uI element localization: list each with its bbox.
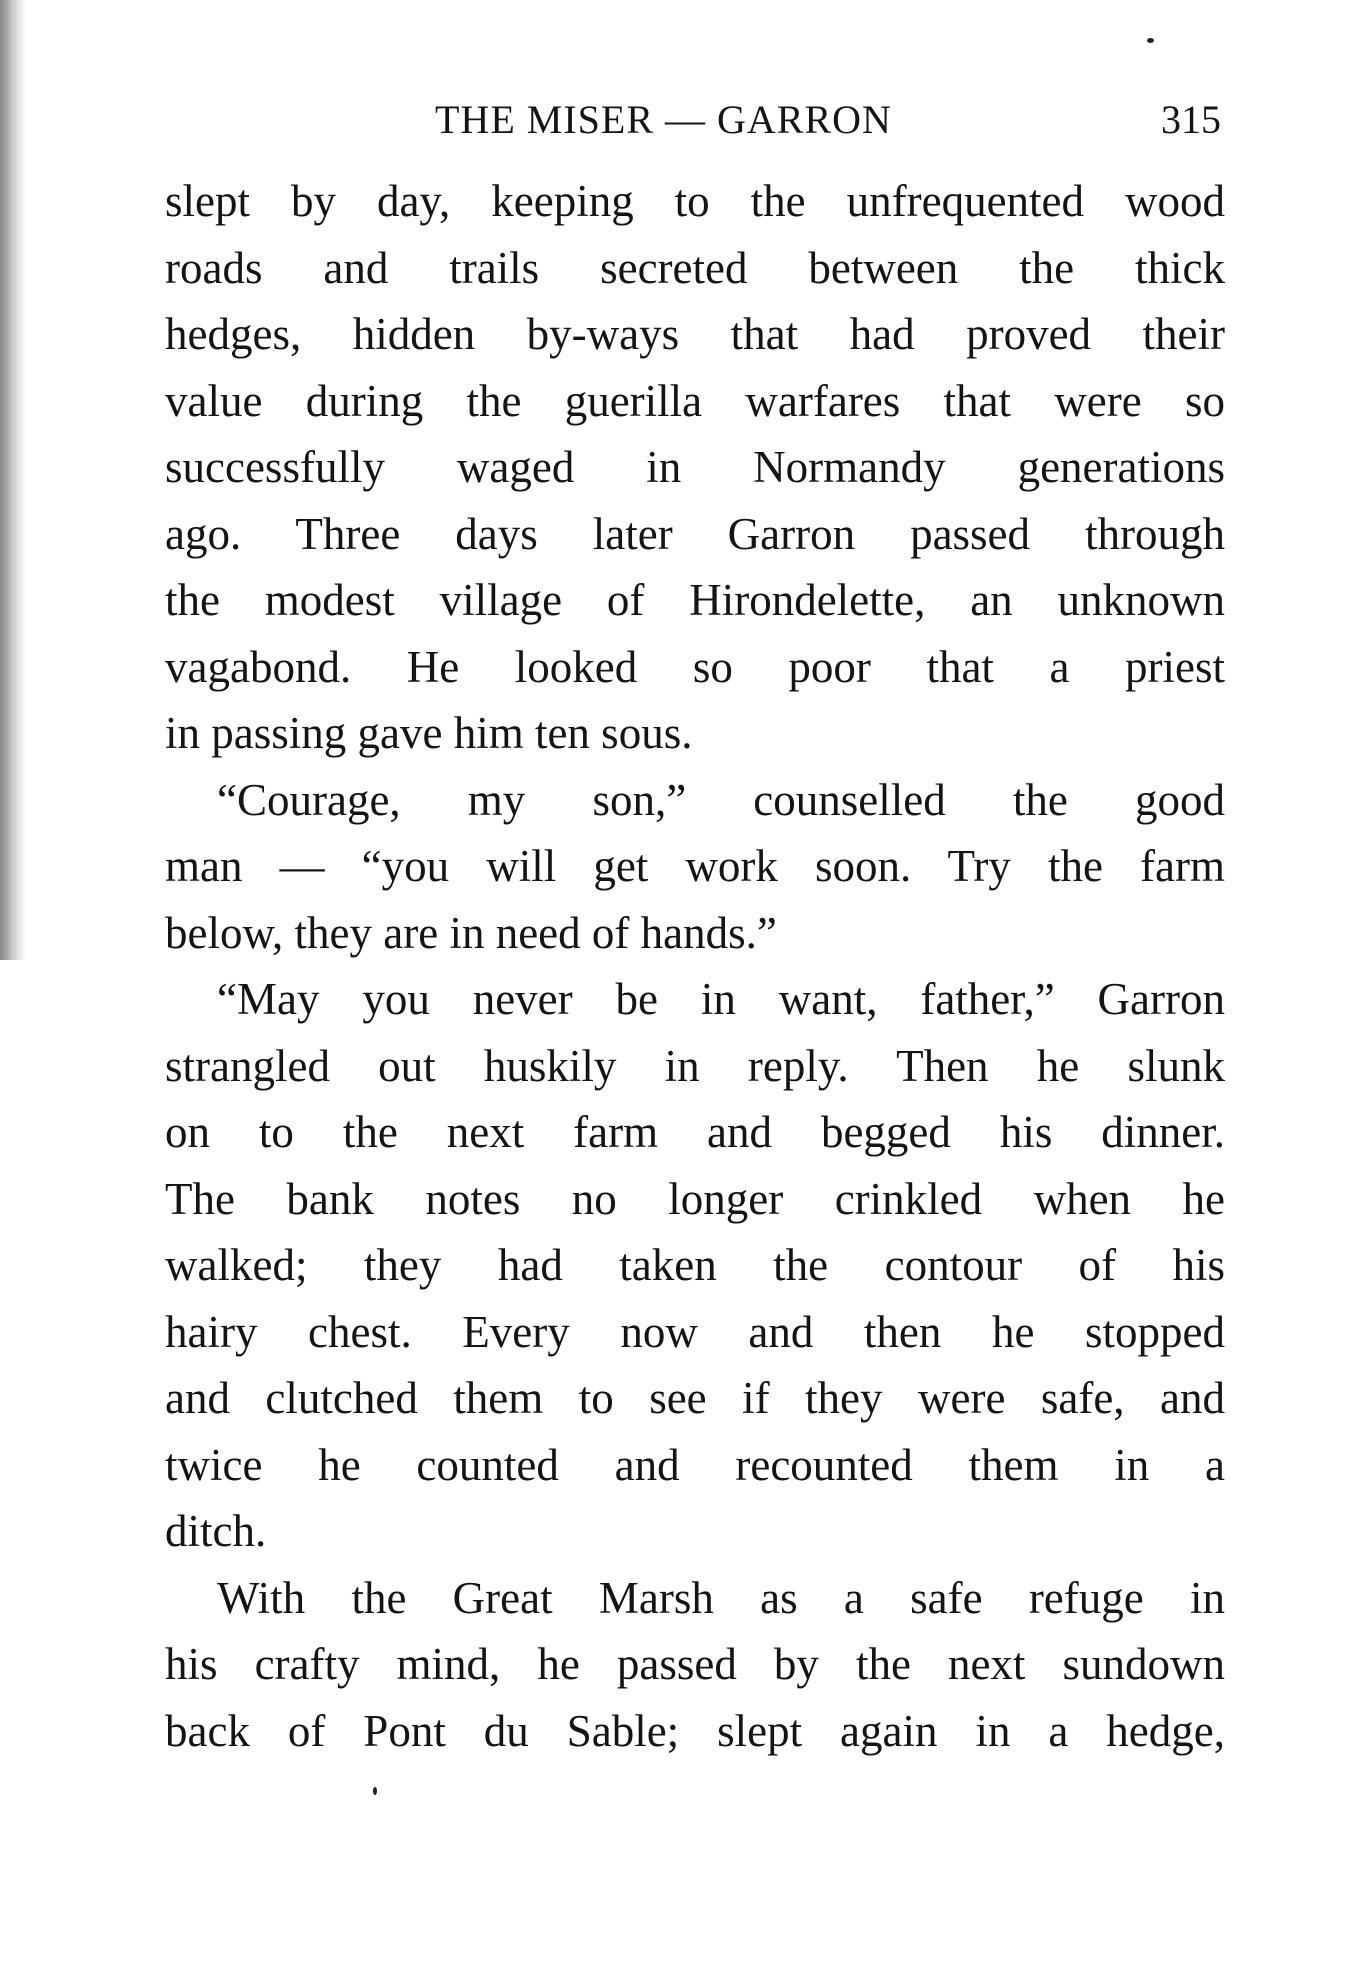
paragraph [165, 966, 1225, 1565]
text-line: and clutched them to see if they were safe, and [165, 1373, 1225, 1423]
text-line: his crafty mind, he passed by the next sundown [165, 1639, 1225, 1689]
text-line: The bank notes no longer crinkled when he [165, 1173, 1225, 1224]
running-title: THE MISER — GARRON [435, 97, 892, 142]
text-line: vagabond. He looked so poor that a priest [165, 641, 1225, 692]
text-line: strangled out huskily in reply. Then he slunk [165, 1040, 1225, 1091]
text-line: back of Pont du Sable; slept again in a hedge, [165, 1705, 1225, 1756]
text-line: twice he counted and recounted them in a [165, 1439, 1225, 1490]
paragraph [165, 767, 1225, 967]
text-line: in passing gave him ten sous. [165, 708, 693, 758]
text-line: the modest village of Hirondelette, an unknown [165, 575, 1225, 625]
text-line: hedges, hidden by-ways that had proved their [165, 309, 1225, 359]
text-line: With the Great Marsh as a safe refuge in [217, 1572, 1225, 1623]
text-line: below, they are in need of hands.” [165, 907, 777, 958]
text-line: “Courage, my son,” counselled the good [217, 774, 1225, 825]
text-line: ago. Three days later Garron passed through [165, 508, 1225, 559]
page-number: 315 [1161, 97, 1221, 142]
paragraph [165, 168, 1225, 767]
ink-speck [1147, 38, 1154, 43]
text-line: successfully waged in Normandy generations [165, 442, 1225, 492]
ink-speck [373, 1787, 377, 1795]
text-line: on to the next farm and begged his dinner. [165, 1107, 1225, 1157]
text-line: value during the guerilla warfares that were so [165, 375, 1225, 426]
text-line: slept by day, keeping to the unfrequented wood [165, 176, 1225, 226]
page-binding-edge [0, 0, 26, 960]
text-line: roads and trails secreted between the thick [165, 242, 1225, 293]
text-line: “May you never be in want, father,” Garron [217, 974, 1225, 1024]
text-line: hairy chest. Every now and then he stopped [165, 1306, 1225, 1357]
body-text [165, 168, 1225, 1764]
text-line: man — “you will get work soon. Try the farm [165, 841, 1225, 891]
text-line: ditch. [165, 1506, 267, 1556]
page-header [165, 96, 1225, 156]
text-line: walked; they had taken the contour of his [165, 1240, 1225, 1290]
paragraph [165, 1565, 1225, 1765]
